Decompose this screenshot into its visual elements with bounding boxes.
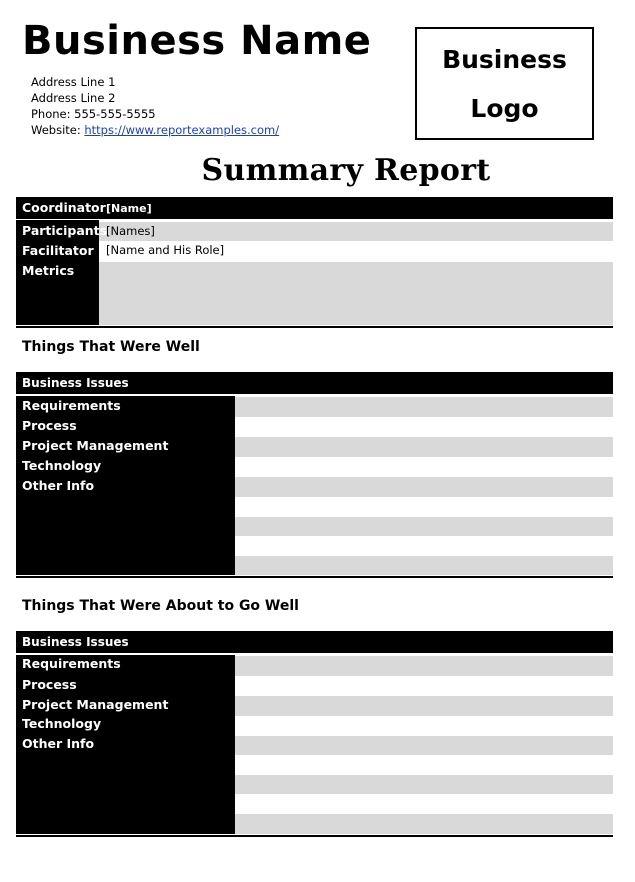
section-1-item-project-management: Project Management — [22, 438, 169, 453]
section-1-shade-row — [235, 397, 613, 417]
logo-placeholder — [415, 27, 594, 140]
section-1-shade-row — [235, 477, 613, 497]
section-2-shade-row — [235, 736, 613, 755]
coordinator-value: [Name] — [106, 202, 152, 215]
section-1-item-process: Process — [22, 418, 77, 433]
section-2-item-other-info: Other Info — [22, 736, 95, 751]
section-1-shade-row — [235, 556, 613, 575]
section-1-title: Things That Were Well — [22, 339, 200, 355]
section-1-header: Business Issues — [22, 376, 129, 390]
section-2-header: Business Issues — [22, 635, 129, 649]
divider — [16, 835, 613, 837]
participants-label: Participants — [22, 223, 108, 238]
logo-line-1: Business — [442, 44, 567, 74]
facilitator-value: [Name and His Role] — [106, 243, 225, 257]
section-2-title: Things That Were About to Go Well — [22, 598, 299, 614]
website-link[interactable]: https://www.reportexamples.com/ — [84, 123, 280, 137]
business-name: Business Name — [22, 18, 372, 64]
metrics-label: Metrics — [22, 263, 75, 278]
website — [31, 123, 279, 137]
section-1-item-requirements: Requirements — [22, 398, 121, 413]
report-title: Summary Report — [201, 153, 491, 188]
metrics-cell — [99, 262, 613, 325]
website-label: Website: — [31, 123, 85, 137]
section-2-item-project-management: Project Management — [22, 697, 169, 712]
section-2-item-requirements: Requirements — [22, 656, 121, 671]
section-1-item-other-info: Other Info — [22, 478, 95, 493]
coordinator-label: Coordinator — [22, 200, 106, 215]
divider — [16, 326, 613, 328]
section-1-item-technology: Technology — [22, 458, 102, 473]
phone: Phone: 555-555-5555 — [31, 107, 156, 121]
participants-value: [Names] — [106, 224, 155, 238]
section-1-shade-row — [235, 517, 613, 536]
section-2-shade-row — [235, 696, 613, 716]
section-2-item-technology: Technology — [22, 716, 102, 731]
section-2-shade-row — [235, 814, 613, 834]
section-2-shade-row — [235, 656, 613, 676]
address-line-2: Address Line 2 — [31, 91, 116, 105]
logo-line-2: Logo — [470, 93, 539, 123]
participants-cell — [99, 222, 613, 241]
section-2-shade-row — [235, 775, 613, 794]
section-1-shade-row — [235, 437, 613, 457]
section-2-item-process: Process — [22, 677, 77, 692]
facilitator-label: Facilitator — [22, 243, 94, 258]
address-line-1: Address Line 1 — [31, 75, 116, 89]
divider — [16, 576, 613, 578]
